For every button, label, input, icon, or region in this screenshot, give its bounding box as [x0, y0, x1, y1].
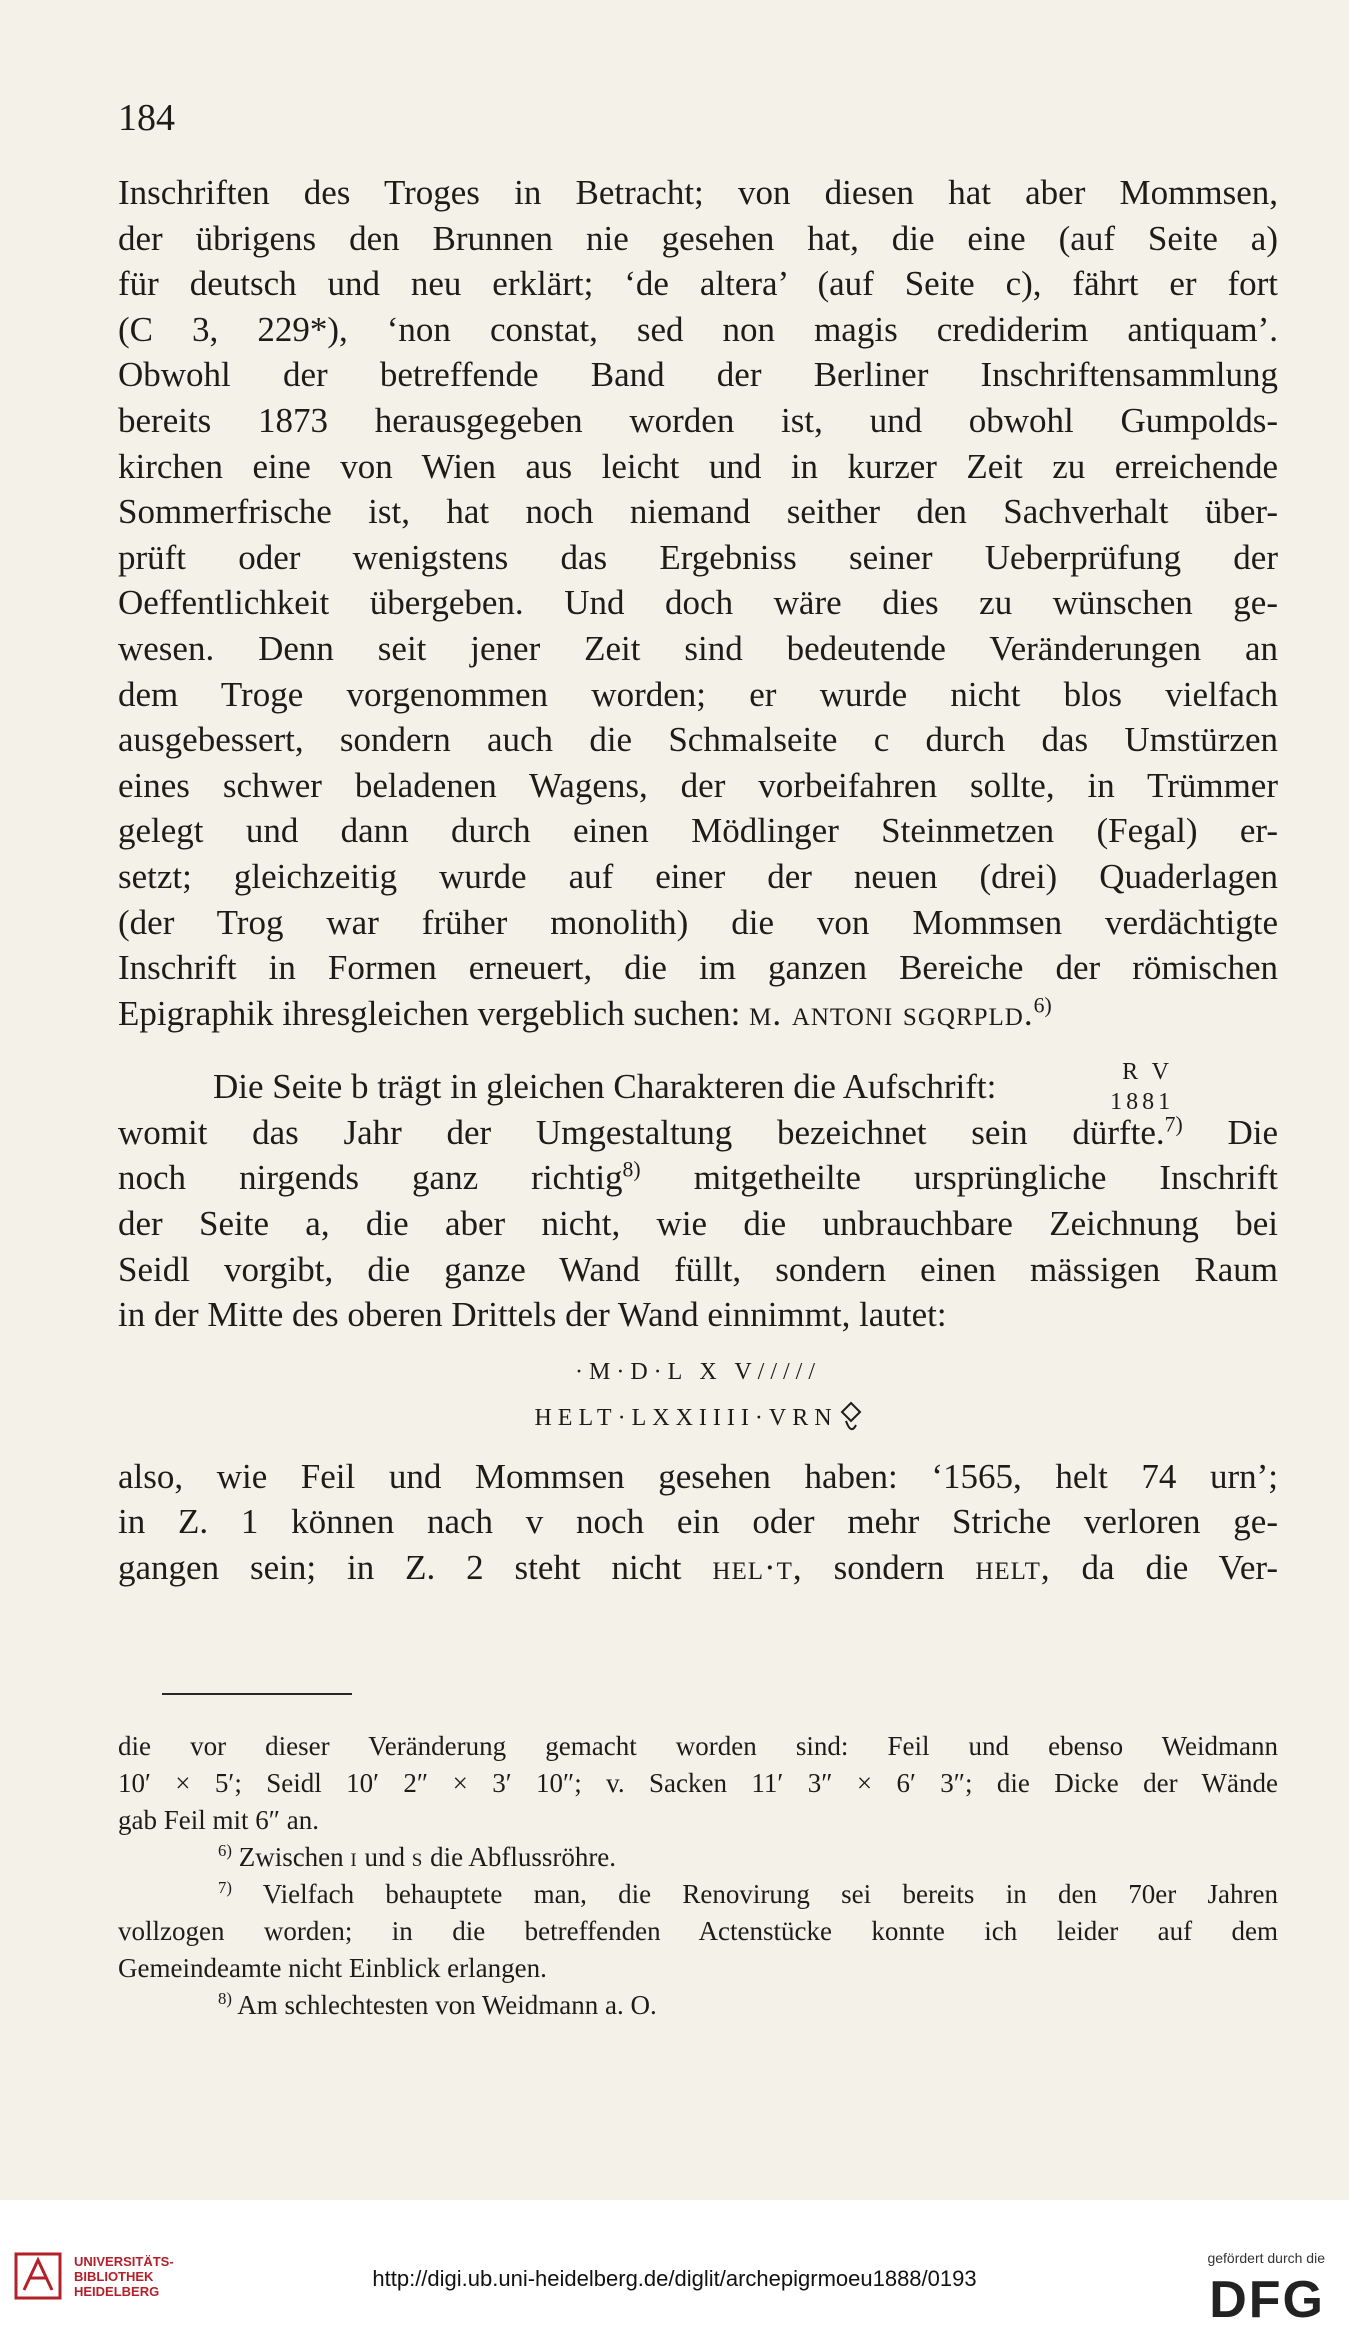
text-line: der Seite a, die aber nicht, wie die unbrauchbare Zeichnung bei	[118, 1204, 1278, 1244]
text-line: Oeffentlichkeit übergeben. Und doch wäre dies zu wünschen ge-	[118, 583, 1278, 623]
text-line: Seidl vorgibt, die ganze Wand füllt, sondern einen mässigen Raum	[118, 1249, 1278, 1289]
institution-name: UNIVERSITÄTS- BIBLIOTHEK HEIDELBERG	[74, 2254, 174, 2299]
footnote-line: gab Feil mit 6″ an.	[118, 1805, 319, 1835]
inscription-fraction: R V 1881	[1110, 1059, 1175, 1116]
text-line: Inschriften des Troges in Betracht; von diesen hat aber Mommsen,	[118, 173, 1278, 212]
main-text	[118, 170, 1278, 1591]
text-line: Epigraphik ihresgleichen vergeblich suchen: m. antoni sgqrpld.$^{6)}$	[118, 993, 1052, 1033]
text-line: ausgebessert, sondern auch die Schmalseite c durch das Umstürzen	[118, 720, 1278, 760]
footnote-line: 10′ × 5′; Seidl 10′ 2″ × 3′ 10″; v. Sacken 11′ 3″ × 6′ 3″; die Dicke der Wände	[118, 1768, 1278, 1798]
footnote-line: Gemeindeamte nicht Einblick erlangen.	[118, 1953, 547, 1983]
text-line: also, wie Feil und Mommsen gesehen haben: ‘1565, helt 74 urn’;	[118, 1456, 1278, 1496]
dfg-logo: DFG	[1209, 2271, 1325, 2329]
footnotes	[118, 1728, 1278, 2024]
text-line: in Z. 1 können nach v noch ein oder mehr Striche verloren ge-	[118, 1502, 1278, 1542]
page-number: 184	[118, 97, 175, 139]
text-line: eines schwer beladenen Wagens, der vorbeifahren sollte, in Trümmer	[118, 765, 1278, 805]
text-line: bereits 1873 herausgegeben worden ist, und obwohl Gumpolds-	[118, 400, 1278, 440]
text-line: gangen sein; in Z. 2 steht nicht hel·t, sondern helt, da die Ver-	[118, 1548, 1279, 1588]
text-line: wesen. Denn seit jener Zeit sind bedeutende Veränderungen an	[118, 628, 1278, 668]
text-line: Obwohl der betreffende Band der Berliner Inschriftensammlung	[118, 355, 1278, 395]
inscription-line-2: HELT·LXXIIII·VRN	[118, 1396, 1278, 1442]
text-line: Die Seite b trägt in gleichen Charakteren die Aufschrift: R V 1881	[213, 1059, 1175, 1116]
inscription-block	[118, 1344, 1278, 1454]
text-line: Sommerfrische ist, hat noch niemand seither den Sachverhalt über-	[118, 492, 1278, 532]
inscription-line-1: ·M·D·L X V/////	[575, 1358, 821, 1385]
permalink[interactable]: http://digi.ub.uni-heidelberg.de/diglit/archepigrmoeu1888/0193	[372, 2266, 977, 2291]
text-line: kirchen eine von Wien aus leicht und in kurzer Zeit zu erreichende	[118, 446, 1278, 486]
text-line: Inschrift in Formen erneuert, die im ganzen Bereiche der römischen	[118, 948, 1278, 988]
text-line: setzt; gleichzeitig wurde auf einer der neuen (drei) Quaderlagen	[118, 856, 1278, 896]
text-line: prüft oder wenigstens das Ergebniss seiner Ueberprüfung der	[118, 537, 1278, 577]
funding-label: gefördert durch die	[1207, 2250, 1325, 2266]
footnote-8: $^{8)}$ Am schlechtesten von Weidmann a. O.	[218, 1989, 657, 2020]
footnote-6: $^{6)}$ Zwischen i und s die Abflussröhre.	[218, 1841, 617, 1872]
text-line: der übrigens den Brunnen nie gesehen hat, die eine (auf Seite a)	[118, 218, 1278, 258]
text-line: womit das Jahr der Umgestaltung bezeichnet sein dürfte.$^{7)}$ Die	[118, 1112, 1278, 1152]
footnote-7: $^{7)}$ Vielfach behauptete man, die Renovirung sei bereits in den 70er Jahren	[218, 1878, 1279, 1909]
paragraph-1	[118, 170, 1278, 991]
text-line: gelegt und dann durch einen Mödlinger Steinmetzen (Fegal) er-	[118, 811, 1278, 851]
text-line: (C 3, 229*), ‘non constat, sed non magis crediderim antiquam’.	[118, 309, 1278, 349]
footnote-divider	[162, 1693, 352, 1695]
footnote-line: die vor dieser Veränderung gemacht worden sind: Feil und ebenso Weidmann	[118, 1731, 1278, 1761]
text-line: für deutsch und neu erklärt; ‘de altera’ (auf Seite c), fährt er fort	[118, 264, 1278, 304]
urn-sign-icon	[840, 1401, 862, 1435]
text-line: dem Troge vorgenommen worden; er wurde nicht blos vielfach	[118, 674, 1278, 714]
footnote-line: vollzogen worden; in die betreffenden Actenstücke konnte ich leider auf dem	[118, 1916, 1278, 1946]
text-line: in der Mitte des oberen Drittels der Wand einnimmt, lautet:	[118, 1295, 947, 1335]
viewer-footer	[0, 2200, 1349, 2338]
text-line: (der Trog war früher monolith) die von Mommsen verdächtigte	[118, 902, 1278, 942]
text-line: noch nirgends ganz richtig$^{8)}$ mitgetheilte ursprüngliche Inschrift	[118, 1157, 1278, 1198]
